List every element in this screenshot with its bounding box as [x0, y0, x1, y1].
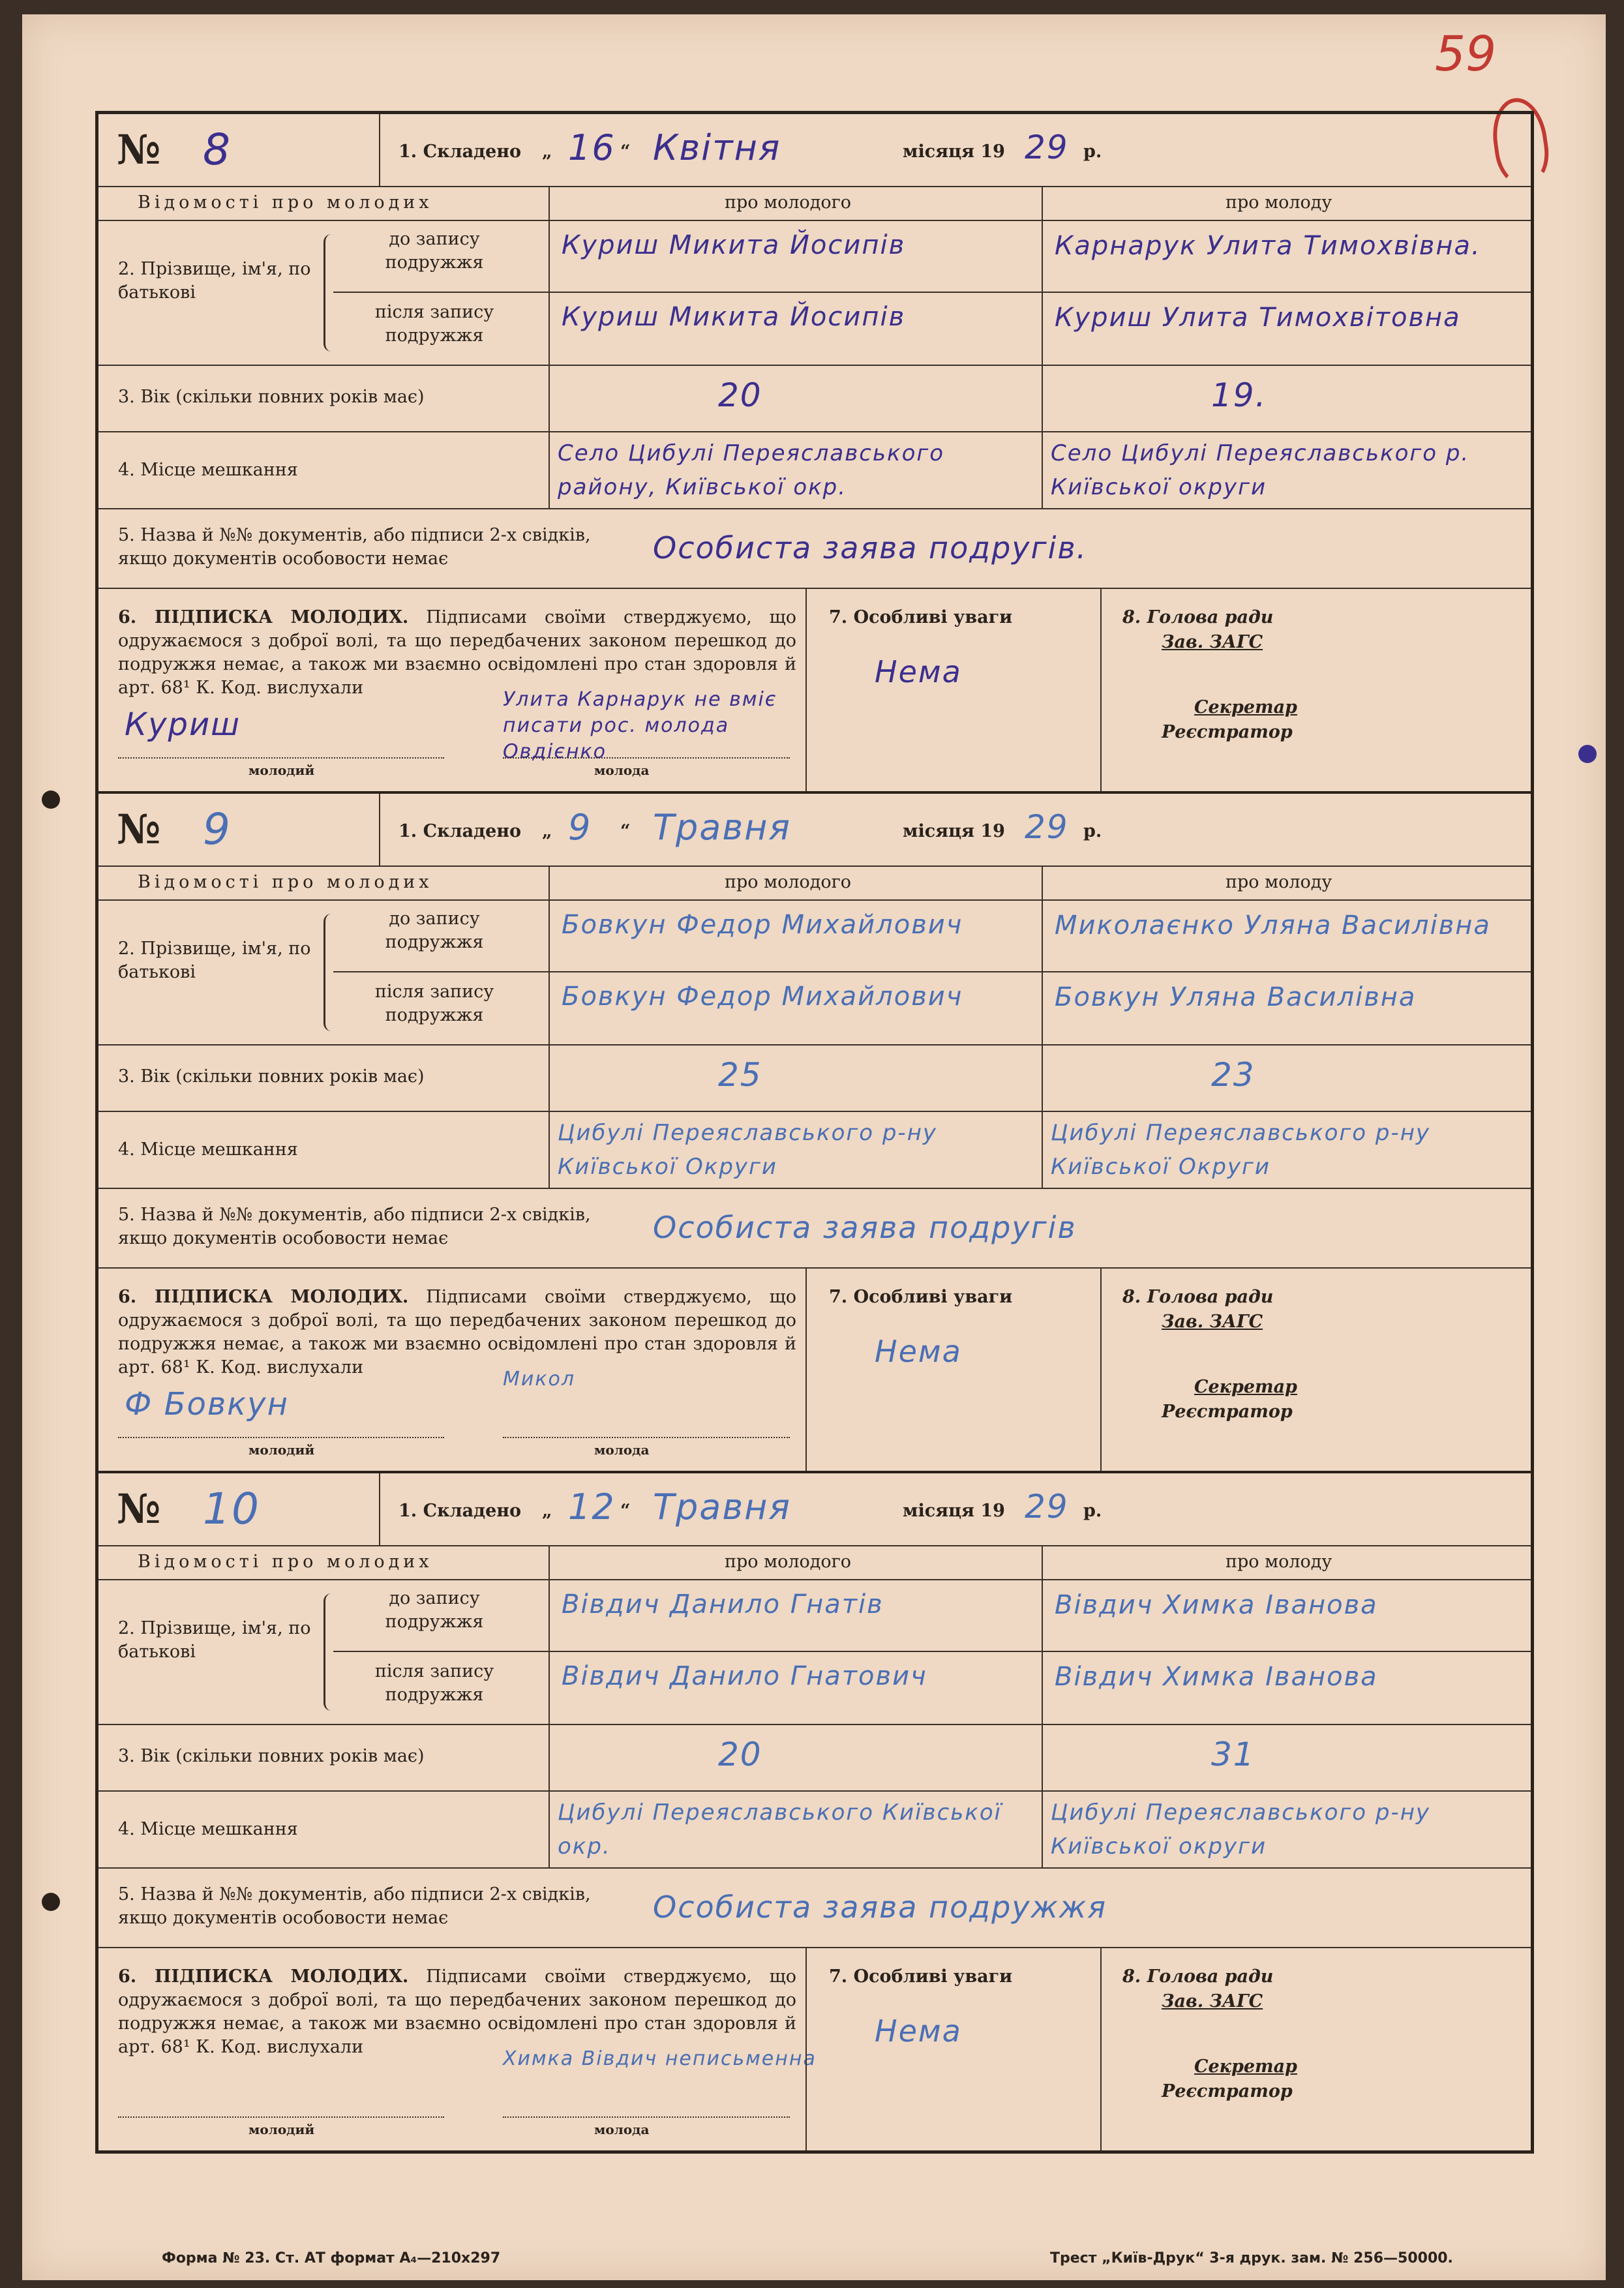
residence-row — [98, 431, 1531, 508]
secretary-label: Секретар — [1194, 2056, 1297, 2077]
punch-hole — [42, 1893, 60, 1911]
groom-sig-label: молодий — [248, 762, 315, 778]
divider — [1042, 1112, 1043, 1188]
quote-mark: “ — [620, 142, 631, 162]
compiled-day: 12 — [568, 1486, 616, 1528]
info-header-row — [98, 186, 1531, 220]
bride-sig-label: молода — [594, 2122, 650, 2137]
groom-name-after: Куриш Микита Йосипів — [562, 302, 906, 332]
divider — [549, 221, 550, 365]
compiled-label: 1. Складено — [398, 821, 522, 841]
divider — [1042, 221, 1043, 365]
info-header: Відомості про молодих — [138, 192, 433, 213]
head-label: 8. Голова ради — [1122, 607, 1274, 627]
info-header: Відомості про молодих — [138, 1552, 433, 1572]
registrar-label: Реєстратор — [1162, 2081, 1293, 2101]
about-groom-header: про молодого — [725, 192, 852, 213]
number-label: № — [117, 126, 161, 173]
groom-sig-label: молодий — [248, 2122, 315, 2137]
sub-divider — [333, 971, 1531, 972]
bride-name-after: Бовкун Уляна Василівна — [1055, 982, 1417, 1012]
head-label: 8. Голова ради — [1122, 1966, 1274, 1987]
about-bride-header: про молоду — [1226, 1552, 1332, 1572]
bride-signature: Микол — [503, 1368, 576, 1391]
groom-sig-label: молодий — [248, 1442, 315, 1458]
bride-name-before: Вівдич Химка Іванова — [1055, 1590, 1378, 1620]
residence-label: 4. Місце мешкання — [118, 460, 298, 480]
sub-divider — [333, 1651, 1531, 1652]
remarks-label: 7. Особливі уваги — [829, 1966, 1013, 1987]
compiled-label: 1. Складено — [398, 142, 522, 162]
divider — [549, 1792, 550, 1867]
divider — [1042, 867, 1043, 899]
record-number: 10 — [203, 1484, 260, 1534]
pledge-title: 6. ПІДПИСКА МОЛОДИХ. — [118, 1287, 409, 1307]
compiled-year: 29 — [1025, 808, 1069, 846]
year-suffix: р. — [1083, 821, 1102, 841]
footer-left: Форма № 23. Ст. АТ формат А₄—210х297 — [162, 2250, 501, 2266]
quote-mark: „ — [542, 821, 552, 841]
bride-age: 19. — [1211, 376, 1267, 414]
ink-mark — [1578, 745, 1597, 763]
pledge-title: 6. ПІДПИСКА МОЛОДИХ. — [118, 607, 409, 627]
record-10 — [98, 1473, 1531, 2150]
after-label: після запису подружжя — [374, 982, 494, 1025]
divider — [805, 589, 807, 791]
divider — [1100, 1269, 1102, 1471]
documents-label: 5. Назва й №№ документів, або підписи 2-х свідків, якщо документів особовости немає — [118, 1884, 591, 1928]
after-label: після запису подружжя — [374, 1661, 494, 1705]
groom-age: 20 — [718, 376, 762, 414]
names-row — [98, 220, 1531, 365]
compiled-year: 29 — [1025, 1488, 1069, 1526]
info-header-row — [98, 1545, 1531, 1579]
divider — [379, 794, 380, 866]
info-header-row — [98, 866, 1531, 899]
brace — [323, 234, 337, 352]
quote-mark: „ — [542, 1501, 552, 1521]
residence-row — [98, 1111, 1531, 1188]
groom-signature: Ф Бовкун — [125, 1386, 289, 1422]
record-header — [98, 794, 1531, 866]
bride-name-before: Миколаєнко Уляна Василівна — [1055, 911, 1491, 941]
groom-name-before: Вівдич Данило Гнатів — [562, 1589, 884, 1619]
about-groom-header: про молодого — [725, 1552, 852, 1572]
bride-age: 23 — [1211, 1056, 1256, 1094]
documents-label: 5. Назва й №№ документів, або підписи 2-х свідків, якщо документів особовости немає — [118, 1205, 591, 1248]
groom-age: 20 — [718, 1736, 762, 1773]
names-row — [98, 899, 1531, 1044]
pledge-block — [118, 606, 796, 700]
pledge-text: Підписами своїми стверджуємо, що одружаємося з доброї волі, та що передбачених законом перешкод до подружжя немає, а також ми взаємно освідомлені про стан здоровля й арт. 68¹ К. Код. вислухали — [118, 607, 796, 698]
marriage-register-form — [95, 111, 1534, 2154]
names-row — [98, 1579, 1531, 1724]
brace — [323, 1593, 337, 1711]
before-label: до запису подружжя — [385, 229, 484, 273]
before-label: до запису подружжя — [385, 909, 484, 952]
divider — [1042, 1546, 1043, 1579]
month-word: місяця 19 — [903, 1501, 1005, 1521]
documents-label: 5. Назва й №№ документів, або підписи 2-х свідків, якщо документів особовости немає — [118, 525, 591, 569]
age-label: 3. Вік (скільки повних років має) — [118, 387, 425, 407]
age-row — [98, 365, 1531, 431]
record-number: 8 — [203, 125, 232, 175]
bride-residence: Цибулі Переяславського р-ну Київської Округи — [1051, 1120, 1431, 1180]
divider — [549, 867, 550, 899]
divider — [549, 187, 550, 220]
divider — [1100, 1948, 1102, 2150]
about-groom-header: про молодого — [725, 872, 852, 892]
record-9 — [98, 794, 1531, 1473]
divider — [805, 1269, 807, 1471]
zags-label: Зав. ЗАГС — [1162, 632, 1263, 652]
documents-value: Особиста заява подругів. — [653, 530, 1088, 565]
pledge-row — [98, 1267, 1531, 1471]
divider — [1042, 901, 1043, 1044]
record-header — [98, 114, 1531, 186]
divider — [805, 1948, 807, 2150]
groom-residence: Село Цибулі Переяславського району, Київської окр. — [558, 440, 945, 500]
compiled-day: 9 — [568, 807, 592, 848]
remarks-value: Нема — [875, 1334, 962, 1369]
secretary-label: Секретар — [1194, 697, 1297, 717]
quote-mark: “ — [620, 821, 631, 841]
documents-row — [98, 1188, 1531, 1267]
bride-age: 31 — [1211, 1736, 1256, 1773]
residence-row — [98, 1790, 1531, 1867]
pledge-text: Підписами своїми стверджуємо, що одружаємося з доброї волі, та що передбачених законом перешкод до подружжя немає, а також ми взаємно освідомлені про стан здоровля й арт. 68¹ К. Код. вислухали — [118, 1287, 796, 1377]
record-header — [98, 1473, 1531, 1545]
compiled-month: Травня — [653, 807, 791, 848]
remarks-label: 7. Особливі уваги — [829, 607, 1013, 627]
zags-label: Зав. ЗАГС — [1162, 1312, 1263, 1332]
divider — [549, 1046, 550, 1111]
remarks-value: Нема — [875, 2013, 962, 2049]
residence-label: 4. Місце мешкання — [118, 1819, 298, 1839]
age-row — [98, 1724, 1531, 1790]
month-word: місяця 19 — [903, 142, 1005, 162]
about-bride-header: про молоду — [1226, 192, 1332, 213]
pledge-row — [98, 1947, 1531, 2150]
divider — [1042, 1046, 1043, 1111]
head-label: 8. Голова ради — [1122, 1287, 1274, 1307]
documents-row — [98, 1867, 1531, 1947]
month-word: місяця 19 — [903, 821, 1005, 841]
documents-value: Особиста заява подругів — [653, 1210, 1077, 1245]
groom-name-after: Вівдич Данило Гнатович — [562, 1661, 927, 1691]
groom-name-before: Куриш Микита Йосипів — [562, 230, 906, 260]
divider — [549, 901, 550, 1044]
info-header: Відомості про молодих — [138, 872, 433, 892]
registrar-label: Реєстратор — [1162, 1402, 1293, 1422]
page-number: 59 — [1435, 26, 1497, 82]
divider — [1042, 1792, 1043, 1867]
groom-residence: Цибулі Переяславського Київської окр. — [558, 1799, 1002, 1859]
divider — [1042, 366, 1043, 431]
compiled-label: 1. Складено — [398, 1501, 522, 1521]
divider — [549, 366, 550, 431]
before-label: до запису подружжя — [385, 1588, 484, 1632]
groom-signature: Куриш — [125, 706, 241, 743]
about-bride-header: про молоду — [1226, 872, 1332, 892]
compiled-year: 29 — [1025, 128, 1069, 166]
divider — [379, 1473, 380, 1545]
groom-age: 25 — [718, 1056, 762, 1094]
bride-name-before: Карнарук Улита Тимохвівна. — [1055, 231, 1481, 261]
year-suffix: р. — [1083, 142, 1102, 162]
age-row — [98, 1044, 1531, 1111]
residence-label: 4. Місце мешкання — [118, 1139, 298, 1160]
groom-residence: Цибулі Переяславського р-ну Київської Округи — [558, 1120, 938, 1180]
divider — [1042, 187, 1043, 220]
record-8 — [98, 114, 1531, 794]
bride-signature: Химка Вівдич неписьменна — [503, 2047, 817, 2070]
punch-hole — [42, 790, 60, 809]
documents-row — [98, 508, 1531, 588]
remarks-value: Нема — [875, 654, 962, 689]
bride-sig-label: молода — [594, 1442, 650, 1458]
divider — [549, 1725, 550, 1790]
divider — [1100, 589, 1102, 791]
record-number: 9 — [203, 804, 232, 854]
bride-residence: Село Цибулі Переяславського р. Київської округи — [1051, 440, 1470, 500]
footer-right: Трест „Київ-Друк“ 3-я друк. зам. № 256—50000. — [1050, 2250, 1453, 2266]
remarks-label: 7. Особливі уваги — [829, 1287, 1013, 1307]
groom-name-after: Бовкун Федор Михайлович — [562, 982, 963, 1012]
secretary-label: Секретар — [1194, 1377, 1297, 1397]
bride-sig-label: молода — [594, 762, 650, 778]
divider — [549, 1546, 550, 1579]
compiled-day: 16 — [568, 127, 616, 168]
quote-mark: „ — [542, 142, 552, 162]
divider — [549, 432, 550, 508]
pledge-block — [118, 1965, 796, 2059]
pledge-title: 6. ПІДПИСКА МОЛОДИХ. — [118, 1966, 409, 1987]
zags-label: Зав. ЗАГС — [1162, 1991, 1263, 2011]
registrar-label: Реєстратор — [1162, 722, 1293, 742]
name-label: 2. Прізвище, ім'я, по батькові — [118, 1618, 311, 1662]
number-label: № — [117, 805, 161, 853]
compiled-month: Травня — [653, 1486, 791, 1528]
bride-name-after: Куриш Улита Тимохвітовна — [1055, 303, 1461, 333]
pledge-text: Підписами своїми стверджуємо, що одружаємося з доброї волі, та що передбачених законом перешкод до подружжя немає, а також ми взаємно освідомлені про стан здоровля й арт. 68¹ К. Код. вислухали — [118, 1966, 796, 2057]
divider — [1042, 1580, 1043, 1724]
name-label: 2. Прізвище, ім'я, по батькові — [118, 939, 311, 982]
number-label: № — [117, 1485, 161, 1533]
divider — [1042, 1725, 1043, 1790]
divider — [549, 1112, 550, 1188]
bride-signature: Улита Карнарук не вміє писати рос. молода Овдієнко — [503, 688, 777, 763]
year-suffix: р. — [1083, 1501, 1102, 1521]
pledge-block — [118, 1286, 796, 1379]
groom-name-before: Бовкун Федор Михайлович — [562, 910, 963, 940]
age-label: 3. Вік (скільки повних років має) — [118, 1066, 425, 1087]
bride-residence: Цибулі Переяславського р-ну Київської округи — [1051, 1799, 1431, 1859]
bride-name-after: Вівдич Химка Іванова — [1055, 1662, 1378, 1692]
after-label: після запису подружжя — [374, 302, 494, 346]
divider — [379, 114, 380, 186]
divider — [1042, 432, 1043, 508]
quote-mark: “ — [620, 1501, 631, 1521]
compiled-month: Квітня — [653, 127, 781, 168]
age-label: 3. Вік (скільки повних років має) — [118, 1746, 425, 1766]
sub-divider — [333, 292, 1531, 293]
documents-value: Особиста заява подружжя — [653, 1889, 1107, 1925]
divider — [549, 1580, 550, 1724]
pledge-row — [98, 588, 1531, 791]
brace — [323, 914, 337, 1031]
name-label: 2. Прізвище, ім'я, по батькові — [118, 259, 311, 303]
